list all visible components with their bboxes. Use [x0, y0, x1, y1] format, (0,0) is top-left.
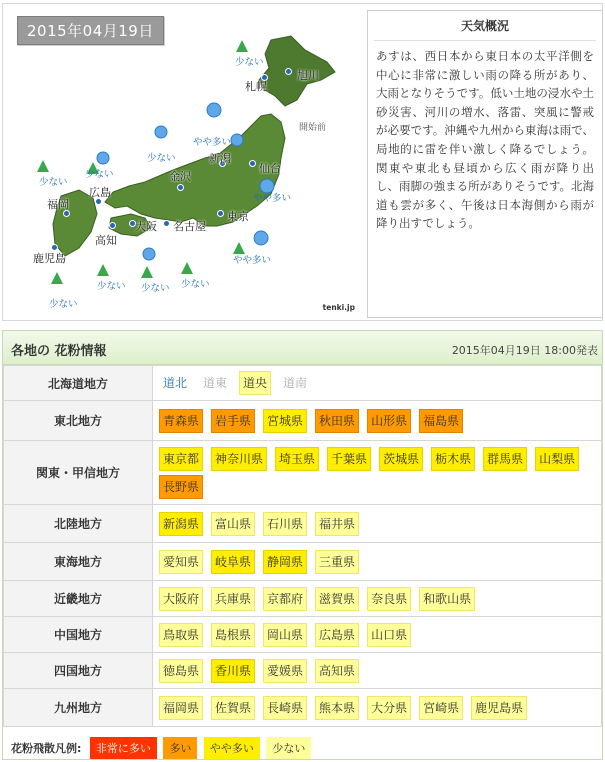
asahikawa-marker[interactable]	[285, 68, 292, 75]
regional-pollen-table	[3, 365, 602, 727]
city-label-osaka[interactable]: 大阪	[135, 220, 157, 233]
prefecture-link[interactable]: 島根県	[211, 623, 255, 647]
city-label-kagoshima[interactable]: 鹿児島	[33, 252, 66, 265]
city-label-kanazawa[interactable]: 金沢	[169, 170, 191, 183]
city-label-niigata[interactable]: 新潟	[209, 152, 231, 165]
region-name: 四国地方	[4, 653, 153, 689]
city-label-sapporo[interactable]: 札幌	[245, 80, 267, 93]
region-row	[4, 581, 602, 617]
pollen-tag: 少ない	[39, 177, 68, 188]
region-name: 東北地方	[4, 401, 153, 441]
prefecture-link[interactable]: 岩手県	[211, 409, 255, 433]
prefecture-link[interactable]: 道南	[283, 376, 308, 390]
pollen-tag: やや多い	[193, 137, 232, 148]
prefecture-link[interactable]: 道東	[203, 376, 228, 390]
prefecture-link[interactable]: 新潟県	[159, 512, 203, 536]
region-row	[4, 505, 602, 543]
prefecture-link[interactable]: 青森県	[159, 409, 203, 433]
pollen-legend	[11, 737, 314, 759]
region-prefectures	[153, 441, 602, 505]
prefecture-link[interactable]: 福島県	[419, 409, 463, 433]
prefecture-link[interactable]: 三重県	[315, 550, 359, 574]
prefecture-link[interactable]: 岡山県	[263, 623, 307, 647]
region-prefectures	[153, 617, 602, 653]
season-not-started-label: 開始前	[299, 123, 327, 133]
region-name: 北海道地方	[4, 366, 153, 401]
prefecture-link[interactable]: 宮崎県	[419, 696, 463, 720]
japan-map[interactable]	[9, 10, 361, 316]
legend-somewhat-high: やや多い	[204, 737, 260, 759]
pollen-tag: 少ない	[181, 279, 210, 290]
pollen-tag: 少ない	[141, 283, 170, 294]
prefecture-link[interactable]: 徳島県	[159, 659, 203, 683]
prefecture-link[interactable]: 栃木県	[431, 447, 475, 471]
prefecture-link[interactable]: 鹿児島県	[471, 696, 527, 720]
legend-high: 多い	[163, 737, 197, 759]
city-label-sendai[interactable]: 仙台	[259, 162, 281, 175]
prefecture-link[interactable]: 熊本県	[315, 696, 359, 720]
prefecture-link[interactable]: 滋賀県	[315, 587, 359, 611]
outlook-text: あすは、西日本から東日本の太平洋側を中心に非常に激しい雨の降る所があり、大雨となりそうです。低い土地の浸水や土砂災害、河川の増水、落雷、突風に警戒が必要です。沖縄や九州から東海は雨で、局地的に雷を伴い激しく降るでしょう。関東や東北も昼頃から広く雨が降り出し、雨脚の強まる所がありそうです。北海道も雲が多く、午後は日本海側から雨が降り出すでしょう。	[376, 49, 594, 231]
prefecture-link[interactable]: 福岡県	[159, 696, 203, 720]
region-prefectures	[153, 581, 602, 617]
prefecture-link[interactable]: 長崎県	[263, 696, 307, 720]
prefecture-link[interactable]: 秋田県	[315, 409, 359, 433]
prefecture-link[interactable]: 大阪府	[159, 587, 203, 611]
prefecture-link[interactable]: 広島県	[315, 623, 359, 647]
prefecture-link[interactable]: 鳥取県	[159, 623, 203, 647]
prefecture-link[interactable]: 千葉県	[327, 447, 371, 471]
prefecture-link[interactable]: 和歌山県	[419, 587, 475, 611]
city-label-kochi[interactable]: 高知	[95, 234, 117, 247]
tokyo-marker[interactable]	[217, 210, 224, 217]
region-row	[4, 653, 602, 689]
pollen-section-title: 各地の 花粉情報	[11, 344, 107, 359]
kochi-marker[interactable]	[109, 222, 116, 229]
prefecture-link[interactable]: 茨城県	[379, 447, 423, 471]
region-name: 九州地方	[4, 689, 153, 727]
region-name: 関東・甲信地方	[4, 441, 153, 505]
prefecture-link[interactable]: 宮城県	[263, 409, 307, 433]
region-row	[4, 401, 602, 441]
prefecture-link[interactable]: 神奈川県	[211, 447, 267, 471]
prefecture-link[interactable]: 京都府	[263, 587, 307, 611]
outlook-title: 天気概況	[374, 11, 596, 41]
prefecture-link[interactable]: 静岡県	[263, 550, 307, 574]
city-label-asahikawa[interactable]: 旭川	[297, 69, 319, 82]
sendai-marker[interactable]	[249, 160, 256, 167]
prefecture-link[interactable]: 長野県	[159, 475, 203, 499]
pollen-tag: やや多い	[233, 255, 272, 266]
legend-label: 花粉飛散凡例:	[11, 742, 82, 755]
pollen-tag: 少ない	[97, 281, 126, 292]
prefecture-link[interactable]: 山形県	[367, 409, 411, 433]
legend-low: 少ない	[266, 737, 311, 759]
prefecture-link[interactable]: 道央	[239, 371, 271, 395]
prefecture-link[interactable]: 大分県	[367, 696, 411, 720]
prefecture-link[interactable]: 香川県	[211, 659, 255, 683]
pollen-tag: やや多い	[253, 193, 292, 204]
city-label-hiroshima[interactable]: 広島	[89, 186, 111, 199]
forecast-date: 2015年04月19日	[17, 16, 164, 45]
region-prefectures	[153, 366, 602, 401]
region-name: 近畿地方	[4, 581, 153, 617]
prefecture-link[interactable]: 群馬県	[483, 447, 527, 471]
region-prefectures	[153, 401, 602, 441]
prefecture-link[interactable]: 高知県	[315, 659, 359, 683]
region-name: 中国地方	[4, 617, 153, 653]
pollen-info-section	[2, 330, 603, 760]
prefecture-link[interactable]: 山口県	[367, 623, 411, 647]
pollen-tag: 少ない	[235, 57, 264, 68]
region-prefectures	[153, 543, 602, 581]
weather-forecast-panel	[2, 3, 603, 321]
weather-outlook	[367, 10, 603, 318]
region-name: 東海地方	[4, 543, 153, 581]
prefecture-link[interactable]: 東京都	[159, 447, 203, 471]
region-row	[4, 441, 602, 505]
region-name: 北陸地方	[4, 505, 153, 543]
city-label-tokyo[interactable]: 東京	[227, 210, 249, 223]
nagoya-marker[interactable]	[163, 220, 170, 227]
map-credit: tenki.jp	[322, 303, 355, 312]
pollen-section-header	[3, 331, 602, 365]
prefecture-link[interactable]: 富山県	[211, 512, 255, 536]
region-row	[4, 543, 602, 581]
region-row	[4, 366, 602, 401]
prefecture-link[interactable]: 福井県	[315, 512, 359, 536]
kanazawa-marker[interactable]	[177, 184, 184, 191]
prefecture-link[interactable]: 愛媛県	[263, 659, 307, 683]
prefecture-link[interactable]: 奈良県	[367, 587, 411, 611]
legend-very-high: 非常に多い	[90, 737, 157, 759]
city-label-fukuoka[interactable]: 福岡	[47, 198, 69, 211]
prefecture-link[interactable]: 兵庫県	[211, 587, 255, 611]
prefecture-link[interactable]: 道北	[163, 376, 188, 390]
city-label-nagoya[interactable]: 名古屋	[173, 220, 206, 233]
prefecture-link[interactable]: 埼玉県	[275, 447, 319, 471]
region-row	[4, 617, 602, 653]
region-prefectures	[153, 689, 602, 727]
region-row	[4, 689, 602, 727]
prefecture-link[interactable]: 愛知県	[159, 550, 203, 574]
pollen-tag: 少ない	[147, 153, 176, 164]
prefecture-link[interactable]: 岐阜県	[211, 550, 255, 574]
pollen-tag: 少ない	[85, 169, 114, 180]
japan-map-graphic	[9, 10, 361, 316]
prefecture-link[interactable]: 山梨県	[535, 447, 579, 471]
publish-time: 2015年04月19日 18:00発表	[451, 344, 598, 357]
prefecture-link[interactable]: 石川県	[263, 512, 307, 536]
region-prefectures	[153, 505, 602, 543]
pollen-tag: 少ない	[49, 299, 78, 310]
region-prefectures	[153, 653, 602, 689]
prefecture-link[interactable]: 佐賀県	[211, 696, 255, 720]
